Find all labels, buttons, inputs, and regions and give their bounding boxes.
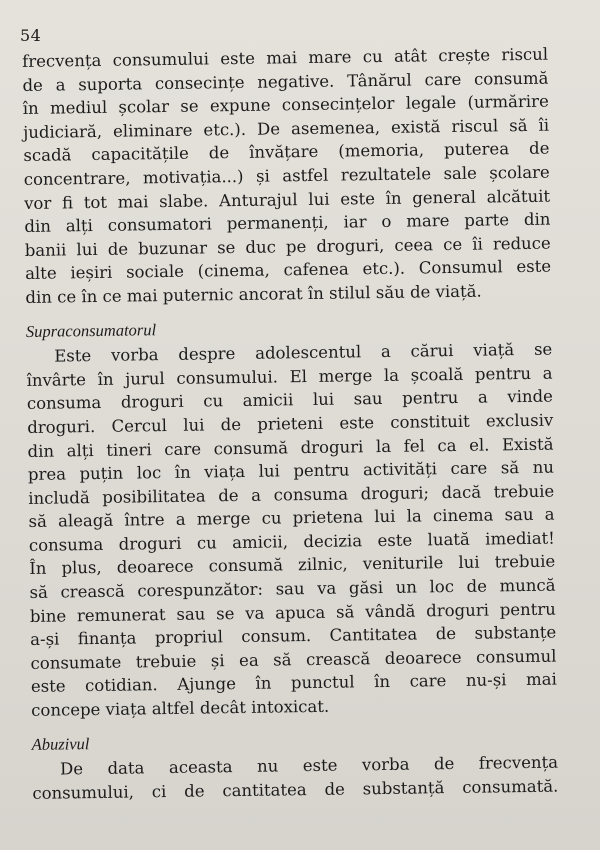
text-line: consuma droguri cu amicii, decizia este luată imediat! [28,528,555,555]
text-line: Este vorba despre adolescentul a cărui viață se [54,339,553,366]
text-line: din alți consumatori permanenți, iar o mare parte din [24,209,551,237]
text-line: în mediul școlar se expune consecințelor legale (urmărire [22,91,549,119]
text-line: să crească corespunzător: sau va găsi un loc de muncă [29,575,556,603]
text-line: consumate trebuie și ea să crească deoarece consumul [30,646,557,673]
text-line: banii lui de buzunar se duc pe droguri, ceea ce îi reduce [24,233,551,260]
section-heading-abuzivul: Abuzivul [31,733,90,754]
text-line: frecvența consumului este mai mare cu atât crește riscul [22,44,549,71]
text-line: scadă capacitățile de învățare (memoria, puterea de [23,139,550,166]
page-text [22,43,558,806]
section-heading-supraconsumatorul: Supraconsumatorul [25,319,157,341]
text-line: De data aceasta nu este vorba de frecvența [59,752,559,779]
text-line: concentrare, motivația...) și astfel rezultatele sale școlare [23,162,550,189]
text-line: de a suporta consecințe negative. Tânărul care consumă [22,68,549,95]
text-line: includă posibilitatea de a consuma droguri; dacă trebuie [28,481,555,508]
text-line: bine remunerat sau se va apuca să vândă droguri pentru [29,599,556,626]
text-line: concepe viața altfel decât intoxicat. [31,696,330,720]
text-line: consumului, ci de cantitatea de substanță consumată. [32,776,559,803]
text-line: să aleagă între a merge cu prietena lui la cinema sau a [28,504,555,532]
text-line: a-și finanța propriul consum. Cantitatea de substanțe [30,622,557,650]
text-line: vor fi tot mai slabe. Anturajul lui este în general alcătuit [24,186,551,213]
paragraph-2 [26,338,557,723]
paragraph-1 [22,43,552,310]
text-line: din ce în ce mai puternic ancorat în stilul său de viață. [25,281,482,307]
paragraph-3 [32,751,559,806]
text-line: învârte în jurul consumului. El merge la școală pentru a [26,363,553,390]
text-line: prea puțin loc în viața lui pentru activități care să nu [27,457,555,485]
text-line: judiciară, eliminare etc.). De asemenea, există riscul să îi [23,115,550,142]
text-line: este cotidian. Ajunge în punctul în care nu-și mai [30,670,557,697]
page-number: 54 [20,26,42,45]
text-line: alte ieșiri sociale (cinema, cafenea etc.). Consumul este [24,256,552,284]
text-line: droguri. Cercul lui de prieteni este constituit exclusiv [27,410,554,437]
text-line: consuma droguri cu amicii lui sau pentru a vinde [26,386,554,414]
text-line: În plus, deoarece consumă zilnic, veniturile lui trebuie [29,552,556,579]
text-line: din alți tineri care consumă droguri la fel ca el. Există [27,434,554,461]
